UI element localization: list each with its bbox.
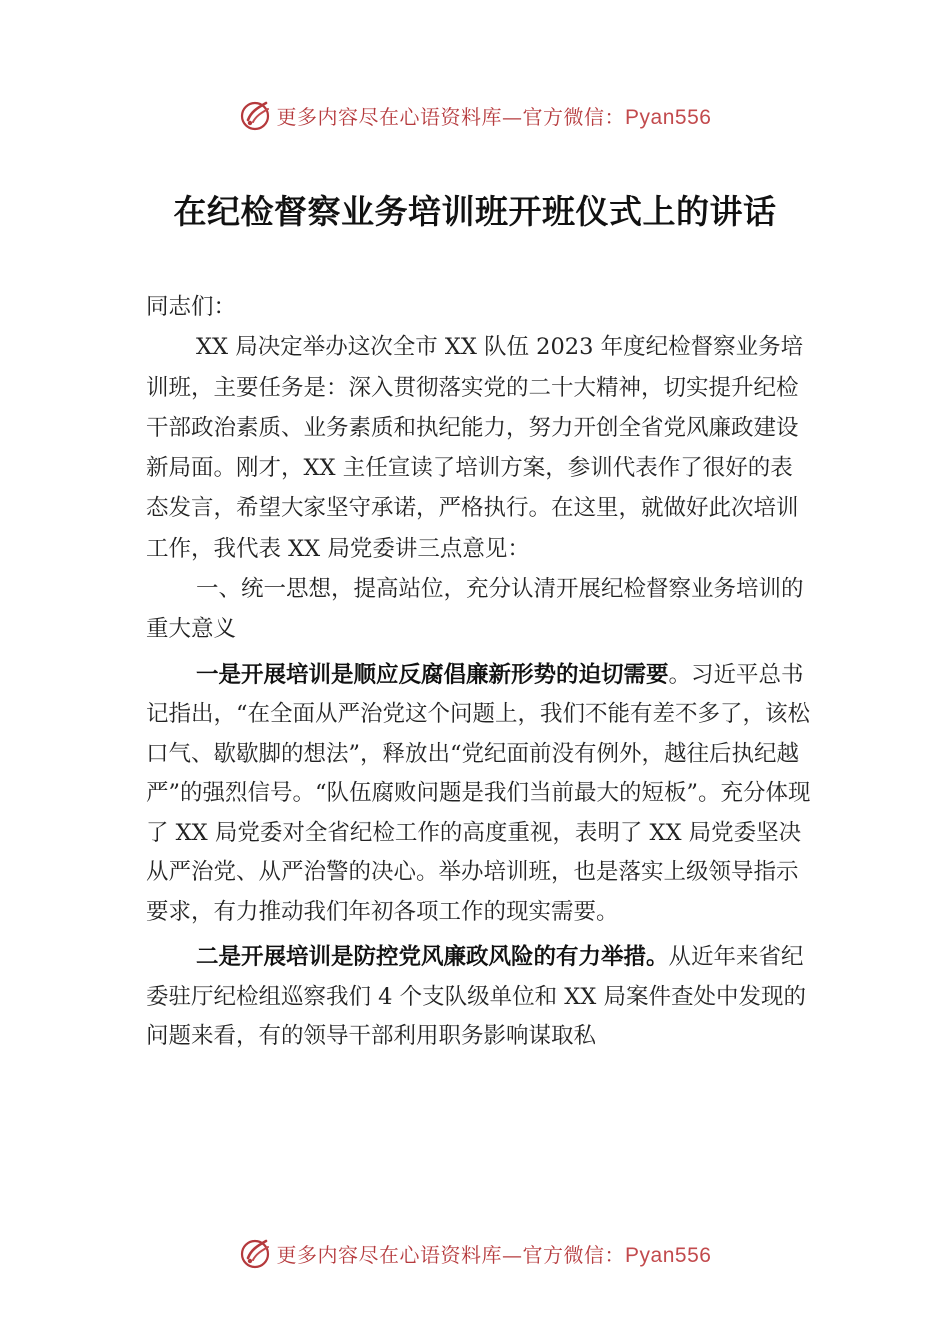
logo-icon bbox=[239, 98, 273, 132]
section-heading-1: 一、统一思想，提高站位，充分认清开展纪检督察业务培训的重大意义 bbox=[146, 576, 804, 643]
banner-label: 更多内容尽在心语资料库—官方微信： bbox=[276, 1242, 626, 1267]
document-body bbox=[146, 287, 811, 1057]
point-1-heading: 一是开展培训是顺应反腐倡廉新形势的迫切需要 bbox=[196, 661, 669, 688]
point-2-heading: 二是开展培训是防控党风廉政风险的有力举措。 bbox=[196, 944, 669, 971]
document-title: 在纪检督察业务培训班开班仪式上的讲话 bbox=[173, 192, 777, 231]
footer-banner bbox=[0, 1233, 950, 1273]
point-1-paragraph bbox=[146, 656, 811, 933]
intro-paragraph: XX 局决定举办这次全市 XX 队伍 2023 年度纪检督察业务培训班，主要任务是：深入贯彻落实党的二十大精神，切实提升纪检干部政治素质、业务素质和执纪能力，努力开创全省党风廉政建设新局面。刚才，XX 主任宣读了培训方案，参训代表作了很好的表态发言，希望大家坚守承诺，严格执行。在这里，就做好此次培训工作，我代表 XX 局党委讲三点意见： bbox=[146, 334, 804, 562]
header-banner bbox=[0, 95, 950, 135]
point-2-text: 从近年来省纪委驻厅纪检组巡察我们 4 个支队级单位和 XX 局案件查处中发现的问题来看，有的领导干部利用职务影响谋取私 bbox=[146, 944, 806, 1050]
logo-icon bbox=[239, 1236, 273, 1270]
wechat-id: Pyan556 bbox=[625, 105, 712, 129]
point-1-text: 。习近平总书记指出，“在全面从严治党这个问题上，我们不能有差不多了，该松口气、歇歇脚的想法”，释放出“党纪面前没有例外，越往后执纪越严”的强烈信号。“队伍腐败问题是我们当前最大的短板”。充分体现了 XX 局党委对全省纪检工作的高度重视，表明了 XX 局党委坚决从严治党、从严治警的决心。举办培训班，也是落实上级领导指示要求，有力推动我们年初各项工作的现实需要。 bbox=[146, 661, 811, 925]
wechat-id: Pyan556 bbox=[625, 1243, 712, 1267]
banner-label: 更多内容尽在心语资料库—官方微信： bbox=[276, 104, 626, 129]
salutation: 同志们： bbox=[146, 294, 237, 320]
banner-text bbox=[277, 1239, 712, 1268]
banner-text bbox=[277, 101, 712, 130]
point-2-paragraph bbox=[146, 938, 811, 1057]
